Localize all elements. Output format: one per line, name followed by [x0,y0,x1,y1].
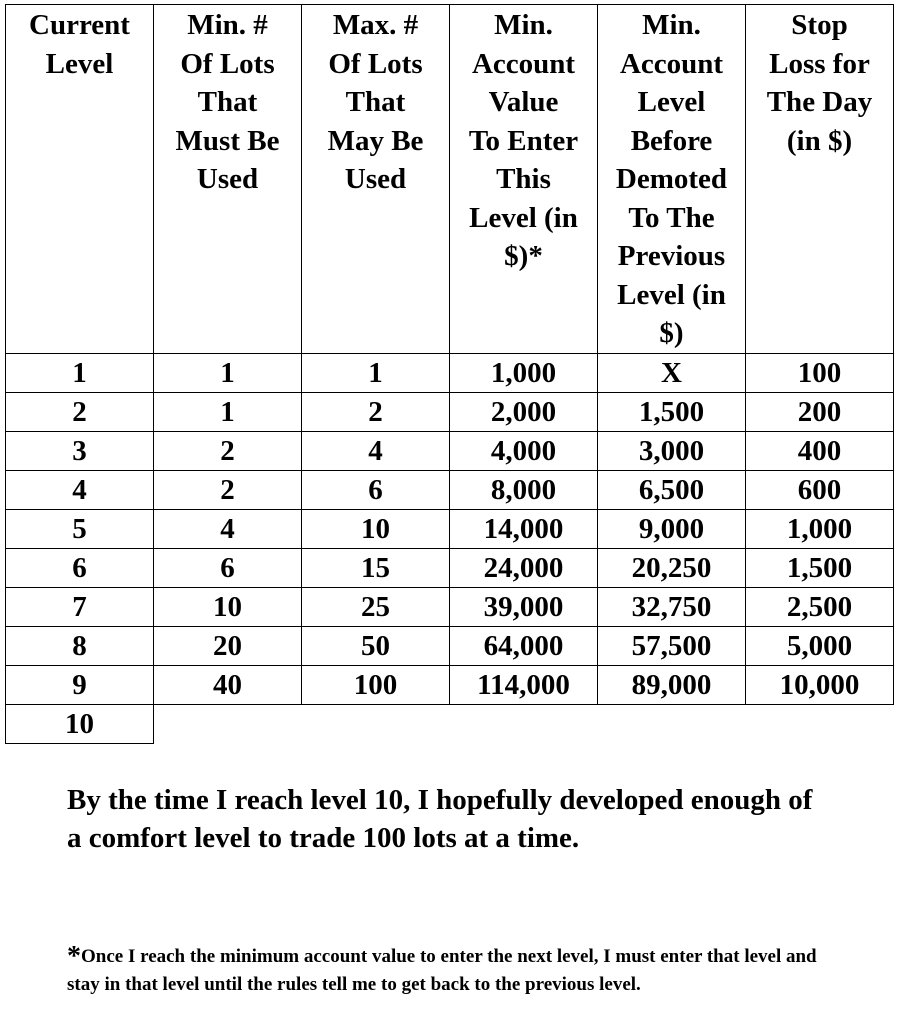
cell-min-lots: 1 [154,353,302,392]
cell-min-lots: 1 [154,392,302,431]
cell-demotion-level: 89,000 [598,665,746,704]
footnote-text: Once I reach the minimum account value to enter the next level, I must enter that level and stay in that level until the rules tell me to get back to the previous level. [67,946,817,995]
cell-min-lots: 4 [154,509,302,548]
cell-max-lots: 100 [302,665,450,704]
empty-cell [746,704,894,743]
empty-cell [450,704,598,743]
cell-min-lots: 2 [154,470,302,509]
table-header-row [6,5,894,354]
cell-stop-loss: 1,000 [746,509,894,548]
level-lots-table [5,4,894,744]
cell-min-lots: 40 [154,665,302,704]
cell-level: 9 [6,665,154,704]
cell-max-lots: 10 [302,509,450,548]
cell-min-account-value: 64,000 [450,626,598,665]
table-row [6,431,894,470]
cell-stop-loss: 2,500 [746,587,894,626]
cell-max-lots: 50 [302,626,450,665]
table-row [6,665,894,704]
cell-max-lots: 4 [302,431,450,470]
level-10-note: By the time I reach level 10, I hopefully developed enough of a comfort level to trade 100 lots at a time. [67,784,813,854]
cell-min-account-value: 14,000 [450,509,598,548]
cell-level: 4 [6,470,154,509]
cell-min-lots: 10 [154,587,302,626]
cell-max-lots: 1 [302,353,450,392]
cell-min-account-value: 1,000 [450,353,598,392]
cell-max-lots: 25 [302,587,450,626]
empty-cell [598,704,746,743]
empty-cell [154,704,302,743]
header-min-account-value: Min. Account Value To Enter This Level (in $)* [450,5,598,354]
cell-level: 7 [6,587,154,626]
table-row [6,548,894,587]
cell-demotion-level: 6,500 [598,470,746,509]
cell-stop-loss: 1,500 [746,548,894,587]
cell-max-lots: 2 [302,392,450,431]
table-row [6,626,894,665]
cell-stop-loss: 400 [746,431,894,470]
header-min-account-level-before-demoted: Min. Account Level Before Demoted To The Previous Level (in $) [598,5,746,354]
cell-min-account-value: 114,000 [450,665,598,704]
cell-level: 8 [6,626,154,665]
cell-min-lots: 6 [154,548,302,587]
cell-min-account-value: 2,000 [450,392,598,431]
cell-min-account-value: 8,000 [450,470,598,509]
cell-level: 5 [6,509,154,548]
cell-demotion-level: X [598,353,746,392]
cell-stop-loss: 5,000 [746,626,894,665]
cell-min-lots: 20 [154,626,302,665]
cell-level: 6 [6,548,154,587]
table-row [6,353,894,392]
header-current-level: Current Level [6,5,154,354]
cell-stop-loss: 200 [746,392,894,431]
table-row [6,587,894,626]
cell-stop-loss: 600 [746,470,894,509]
table-row [6,509,894,548]
cell-demotion-level: 3,000 [598,431,746,470]
cell-demotion-level: 57,500 [598,626,746,665]
cell-demotion-level: 1,500 [598,392,746,431]
cell-max-lots: 15 [302,548,450,587]
cell-min-account-value: 24,000 [450,548,598,587]
header-min-lots: Min. # Of Lots That Must Be Used [154,5,302,354]
header-stop-loss: Stop Loss for The Day (in $) [746,5,894,354]
cell-min-account-value: 4,000 [450,431,598,470]
cell-min-account-value: 39,000 [450,587,598,626]
table-row [6,470,894,509]
cell-max-lots: 6 [302,470,450,509]
cell-level: 10 [6,704,154,743]
footnote [67,943,827,999]
cell-min-lots: 2 [154,431,302,470]
cell-demotion-level: 9,000 [598,509,746,548]
cell-level: 2 [6,392,154,431]
cell-demotion-level: 32,750 [598,587,746,626]
cell-stop-loss: 10,000 [746,665,894,704]
cell-level: 1 [6,353,154,392]
cell-stop-loss: 100 [746,353,894,392]
cell-demotion-level: 20,250 [598,548,746,587]
empty-cell [302,704,450,743]
footnote-marker: * [67,941,81,972]
table-row [6,704,894,743]
header-max-lots: Max. # Of Lots That May Be Used [302,5,450,354]
cell-level: 3 [6,431,154,470]
table-row [6,392,894,431]
